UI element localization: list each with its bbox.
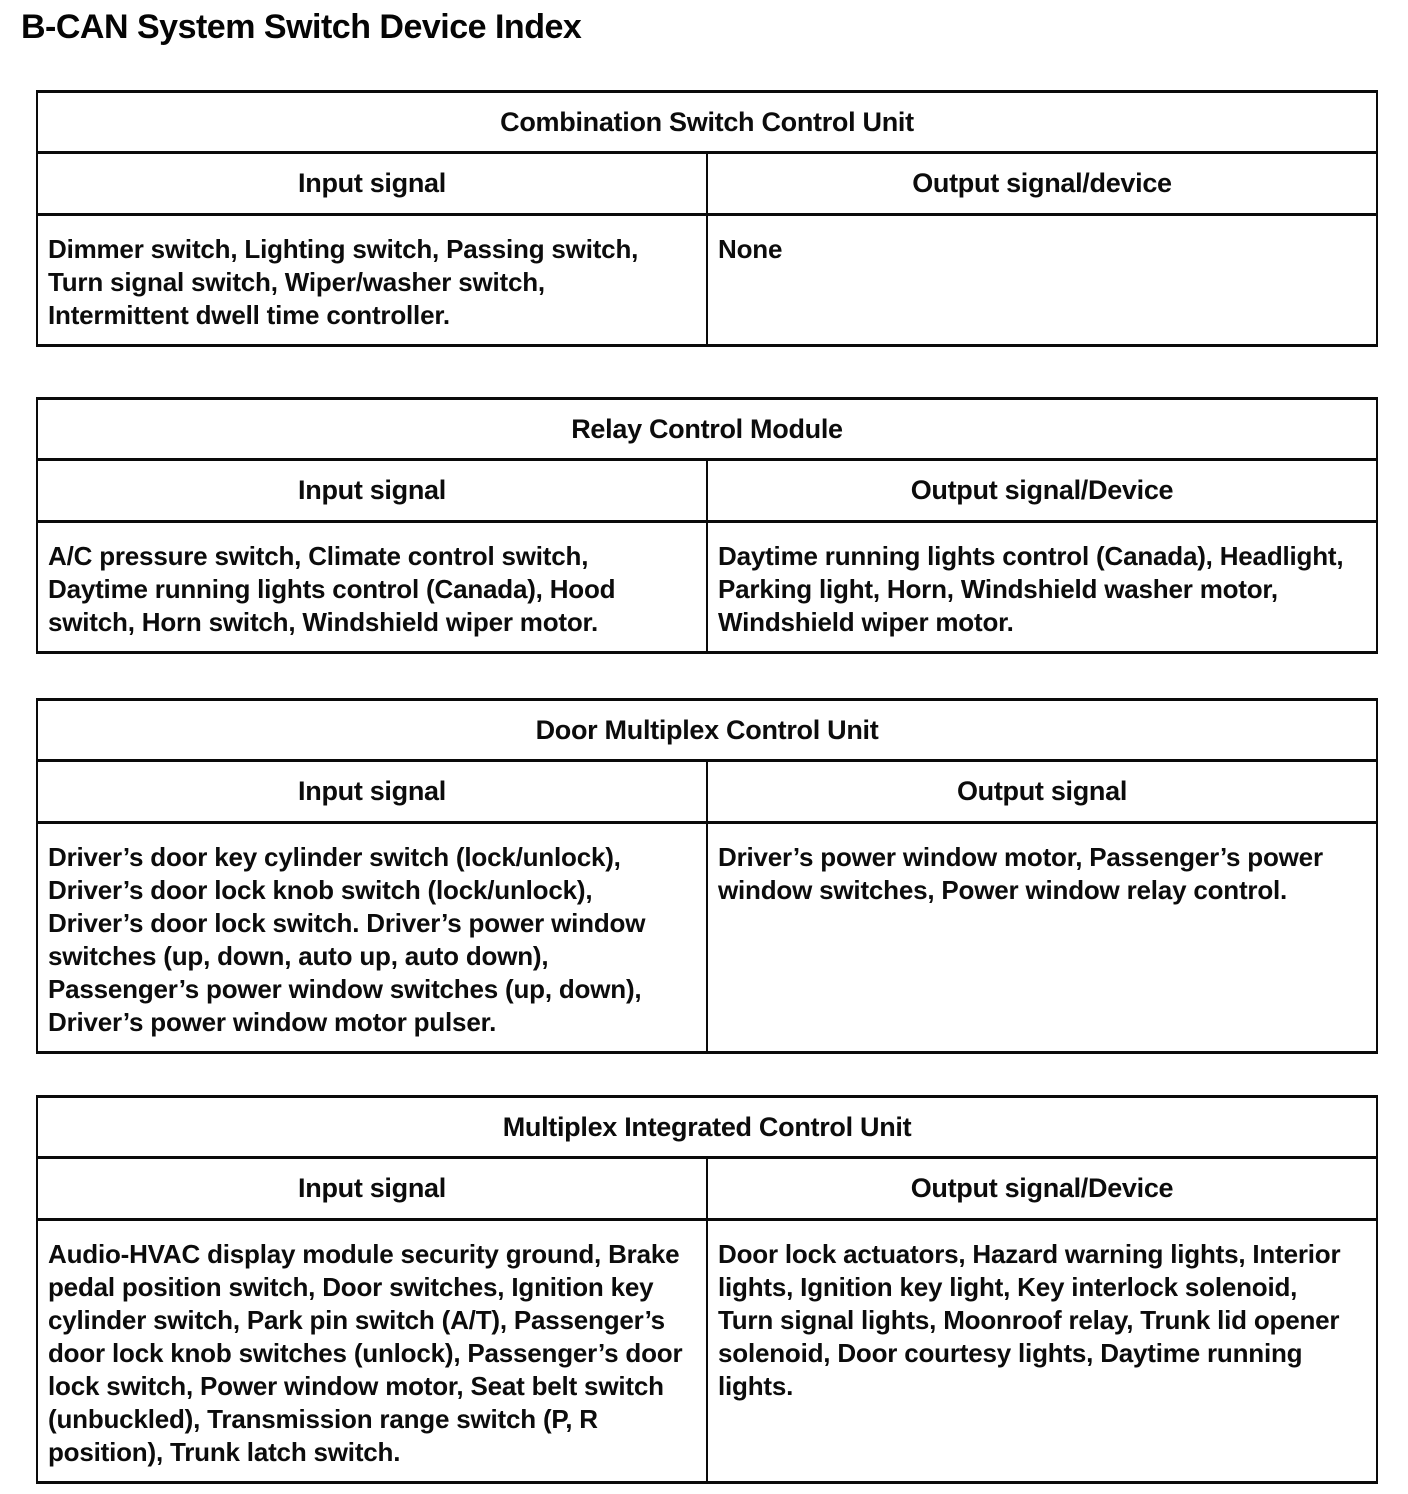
output-signal-cell: Door lock actuators, Hazard warning lights, Interior lights, Ignition key light, Key interlock solenoid, Turn signal lights, Moonroof relay, Trunk lid opener solenoid, Door courtesy lights, Daytime running lights.: [707, 1220, 1377, 1483]
input-signal-cell: Audio-HVAC display module security ground, Brake pedal position switch, Door switches, Ignition key cylinder switch, Park pin switch (A/T), Passenger’s door lock knob switches (unlock), Passenger’s door lock switch, Power window motor, Seat belt switch (unbuckled), Transmission range switch (P, R position), Trunk latch switch.: [37, 1220, 707, 1483]
table-title-row: [37, 1097, 1377, 1158]
table-row: [37, 823, 1377, 1053]
input-signal-cell: Dimmer switch, Lighting switch, Passing switch, Turn signal switch, Wiper/washer switch, Intermittent dwell time controller.: [37, 215, 707, 346]
table-title: Combination Switch Control Unit: [37, 92, 1377, 153]
output-signal-cell: Daytime running lights control (Canada), Headlight, Parking light, Horn, Windshield washer motor, Windshield wiper motor.: [707, 522, 1377, 653]
output-signal-header: Output signal: [707, 761, 1377, 823]
column-header-row: [37, 153, 1377, 215]
table-title-row: [37, 92, 1377, 153]
page-title: B-CAN System Switch Device Index: [21, 8, 582, 46]
table-row: [37, 1220, 1377, 1483]
table-title-row: [37, 700, 1377, 761]
output-signal-header: Output signal/Device: [707, 1158, 1377, 1220]
column-header-row: [37, 1158, 1377, 1220]
output-signal-header: Output signal/device: [707, 153, 1377, 215]
table-title: Multiplex Integrated Control Unit: [37, 1097, 1377, 1158]
table-title: Relay Control Module: [37, 399, 1377, 460]
column-header-row: [37, 460, 1377, 522]
multiplex-integrated-control-unit-table: [36, 1095, 1378, 1484]
door-multiplex-control-unit-table: [36, 698, 1378, 1054]
input-signal-cell: A/C pressure switch, Climate control switch, Daytime running lights control (Canada), Hood switch, Horn switch, Windshield wiper motor.: [37, 522, 707, 653]
output-signal-cell: None: [707, 215, 1377, 346]
table-title-row: [37, 399, 1377, 460]
input-signal-header: Input signal: [37, 460, 707, 522]
table-row: [37, 215, 1377, 346]
input-signal-header: Input signal: [37, 1158, 707, 1220]
output-signal-cell: Driver’s power window motor, Passenger’s power window switches, Power window relay control.: [707, 823, 1377, 1053]
input-signal-header: Input signal: [37, 153, 707, 215]
column-header-row: [37, 761, 1377, 823]
combination-switch-control-unit-table: [36, 90, 1378, 347]
table-title: Door Multiplex Control Unit: [37, 700, 1377, 761]
table-row: [37, 522, 1377, 653]
input-signal-cell: Driver’s door key cylinder switch (lock/unlock), Driver’s door lock knob switch (lock/unlock), Driver’s door lock switch. Driver’s power window switches (up, down, auto up, auto down), Passenger’s power window switches (up, down), Driver’s power window motor pulser.: [37, 823, 707, 1053]
relay-control-module-table: [36, 397, 1378, 654]
input-signal-header: Input signal: [37, 761, 707, 823]
output-signal-header: Output signal/Device: [707, 460, 1377, 522]
